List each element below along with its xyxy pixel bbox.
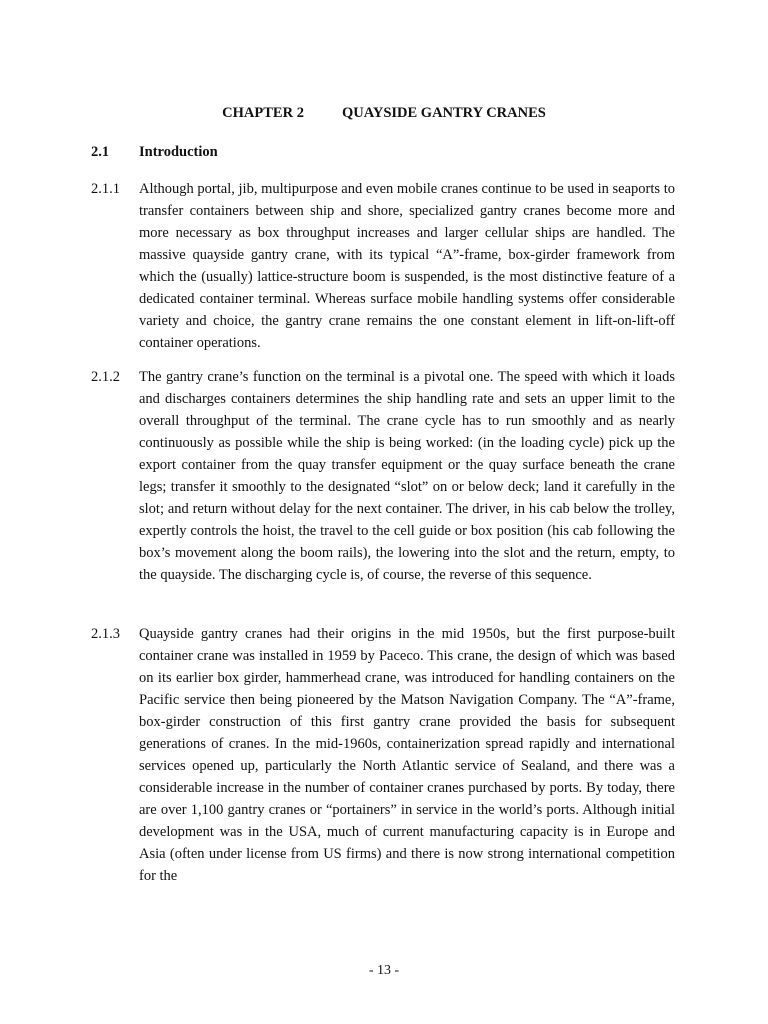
chapter-title [0, 105, 768, 122]
section-heading [91, 144, 218, 161]
paragraph-text: The gantry crane’s function on the terminal is a pivotal one. The speed with which it loads and discharges containers determines the ship handling rate and sets an upper limit to the overall throughput of the terminal. The crane cycle has to run smoothly and as nearly continuously as possible while the ship is being worked: (in the loading cycle) pick up the export container from the quay transfer equipment or the quay surface beneath the crane legs; transfer it smoothly to the designated “slot” on or below deck; land it carefully in the slot; and return without delay for the next container. The driver, in his cab below the trolley, expertly controls the hoist, the travel to the cell guide or box position (his cab following the box’s movement along the boom rails), the lowering into the slot and the return, empty, to the quayside. The discharging cycle is, of course, the reverse of this sequence. [139, 369, 675, 583]
paragraph-number: 2.1.1 [91, 181, 120, 197]
section-title: Introduction [139, 144, 218, 160]
paragraph-number: 2.1.2 [91, 369, 120, 385]
paragraph-text: Although portal, jib, multipurpose and even mobile cranes continue to be used in seaports to transfer containers between ship and shore, specialized gantry cranes become more and more necessary as box throughput increases and larger cellular ships are handled. The massive quayside gantry crane, with its typical “A”-frame, box-girder framework from which the (usually) lattice-structure boom is suspended, is the most distinctive feature of a dedicated container terminal. Whereas surface mobile handling systems offer considerable variety and choice, the gantry crane remains the one constant element in lift-on-lift-off container operations. [139, 181, 675, 351]
section-number: 2.1 [91, 144, 110, 160]
chapter-label: CHAPTER 2 [222, 105, 304, 121]
paragraph-2-1-3 [91, 623, 675, 887]
paragraph-number: 2.1.3 [91, 626, 120, 642]
paragraph-2-1-1 [91, 178, 675, 354]
paragraph-text: Quayside gantry cranes had their origins in the mid 1950s, but the first purpose-built container crane was installed in 1959 by Paceco. This crane, the design of which was based on its earlier box girder, hammerhead crane, was introduced for handling containers on the Pacific service then being pioneered by the Matson Navigation Company. The “A”-frame, box-girder construction of this first gantry crane provided the basis for subsequent generations of cranes. In the mid-1960s, containerization spread rapidly and international services opened up, particularly the North Atlantic service of Sealand, and there was a considerable increase in the number of container cranes purchased by ports. By today, there are over 1,100 gantry cranes or “portainers” in service in the world’s ports. Although initial development was in the USA, much of current manufacturing capacity is in Europe and Asia (often under license from US firms) and there is now strong international competition for the [139, 626, 675, 884]
paragraph-2-1-2 [91, 366, 675, 586]
page-number: - 13 - [368, 963, 400, 978]
chapter-name: QUAYSIDE GANTRY CRANES [341, 105, 546, 121]
